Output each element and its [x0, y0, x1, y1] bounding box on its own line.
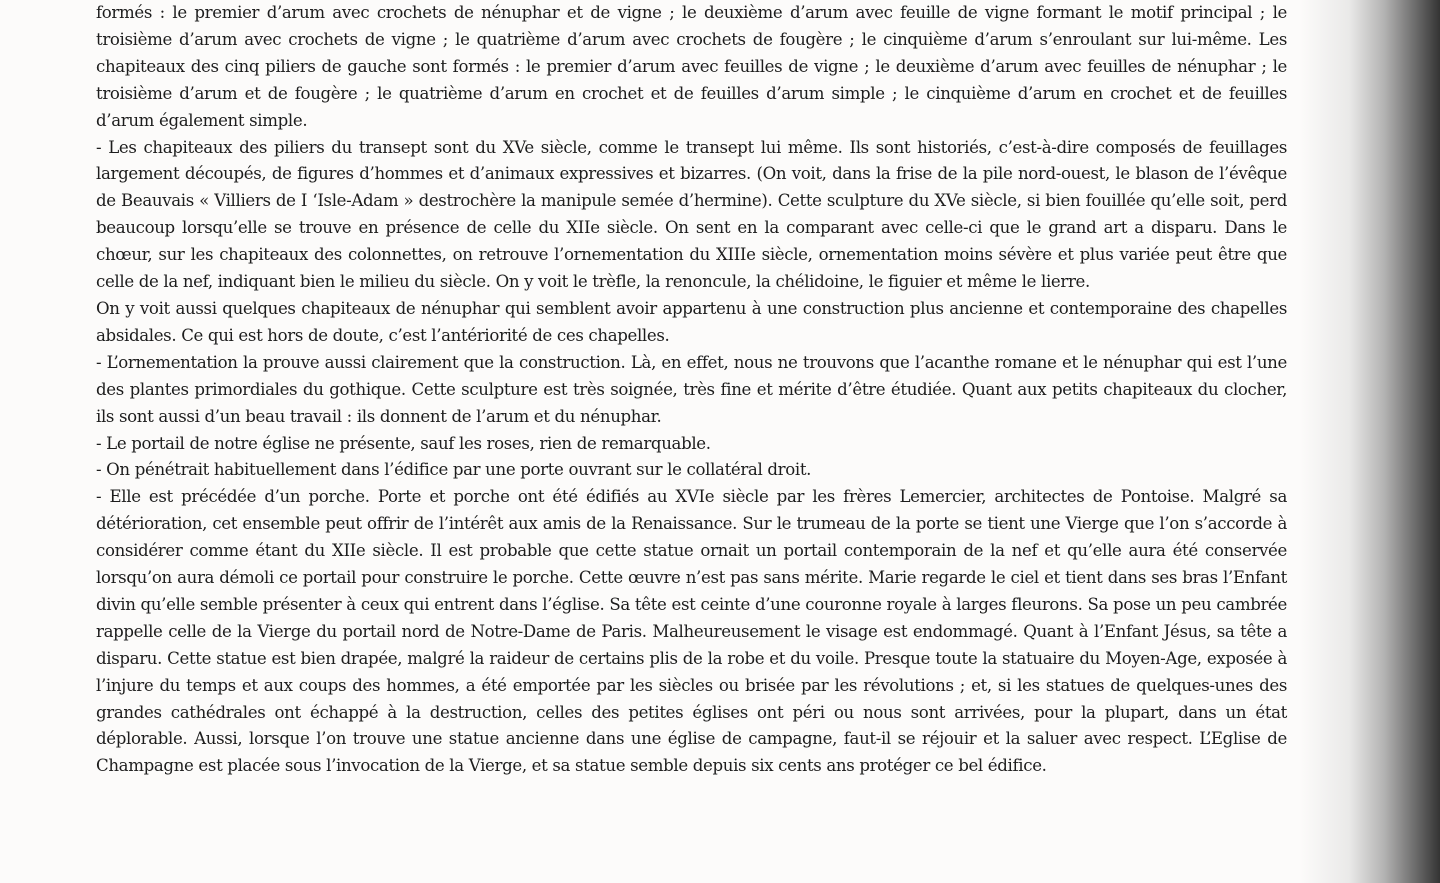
- paragraph-7: - Elle est précédée d’un porche. Porte et porche ont été édifiés au XVIe siècle par les frères Lemercier, architectes de Pontoise. Malgré sa détérioration, cet ensemble peut offrir de l’intérêt aux amis de la Renaissance. Sur le trumeau de la porte se tient une Vierge que l’on s’accorde à considérer comme étant du XIIe siècle. Il est probable que cette statue ornait un portail contemporain de la nef et qu’elle aura été conservée lorsqu’on aura démoli ce portail pour construire le porche. Cette œuvre n’est pas sans mérite. Marie regarde le ciel et tient dans ses bras l’Enfant divin qu’elle semble présenter à ceux qui entrent dans l’église. Sa tête est ceinte d’une couronne royale à larges fleurons. Sa pose un peu cambrée rappelle celle de la Vierge du portail nord de Notre-Dame de Paris. Malheureusement le visage est endommagé. Quant à l’Enfant Jésus, sa tête a disparu. Cette statue est bien drapée, malgré la raideur de certains plis de la robe et du voile. Presque toute la statuaire du Moyen-Age, exposée à l’injure du temps et aux coups des hommes, a été emportée par les siècles ou brisée par les révolutions ; et, si les statues de quelques-unes des grandes cathédrales ont échappé à la destruction, celles des petites églises ont péri ou nous sont arrivées, pour la plupart, dans un état déplorable. Aussi, lorsque l’on trouve une statue ancienne dans une église de campagne, faut-il se réjouir et la saluer avec respect. L’Eglise de Champagne est placée sous l’invocation de la Vierge, et sa statue semble depuis six cents ans protéger ce bel édifice.: [96, 487, 1287, 776]
- paragraph-3: On y voit aussi quelques chapiteaux de nénuphar qui semblent avoir appartenu à une construction plus ancienne et contemporaine des chapelles absidales. Ce qui est hors de doute, c’est l’antériorité de ces chapelles.: [96, 298, 1287, 345]
- book-gutter-shadow: [1300, 0, 1440, 883]
- paragraph-6: - On pénétrait habituellement dans l’édifice par une porte ouvrant sur le collatéral droit.: [96, 460, 812, 480]
- body-text: [96, 0, 1287, 780]
- paragraph-1: formés : le premier d’arum avec crochets de nénuphar et de vigne ; le deuxième d’arum avec feuille de vigne formant le motif principal ; le troisième d’arum avec crochets de vigne ; le quatrième d’arum avec crochets de fougère ; le cinquième d’arum s’enroulant sur lui-même. Les chapiteaux des cinq piliers de gauche sont formés : le premier d’arum avec feuilles de vigne ; le deuxième d’arum avec feuilles de nénuphar ; le troisième d’arum et de fougère ; le quatrième d’arum en crochet et de feuilles d’arum simple ; le cinquième d’arum en crochet et de feuilles d’arum également simple.: [96, 3, 1287, 130]
- paragraph-4: - L’ornementation la prouve aussi clairement que la construction. Là, en effet, nous ne trouvons que l’acanthe romane et le nénuphar qui est l’une des plantes primordiales du gothique. Cette sculpture est très soignée, très fine et mérite d’être étudiée. Quant aux petits chapiteaux du clocher, ils sont aussi d’un beau travail : ils donnent de l’arum et du nénuphar.: [96, 352, 1287, 426]
- paragraph-5: - Le portail de notre église ne présente, sauf les roses, rien de remarquable.: [96, 433, 711, 453]
- paragraph-2: - Les chapiteaux des piliers du transept sont du XVe siècle, comme le transept lui même. Ils sont historiés, c’est-à-dire composés de feuillages largement découpés, de figures d’hommes et d’animaux expressives et bizarres. (On voit, dans la frise de la pile nord-ouest, le blason de l’évêque de Beauvais « Villiers de I ‘Isle-Adam » destrochère la manipule semée d’hermine). Cette sculpture du XVe siècle, si bien fouillée qu’elle soit, perd beaucoup lorsqu’elle se trouve en présence de celle du XIIe siècle. On sent en la comparant avec celle-ci que le grand art a disparu. Dans le chœur, sur les chapiteaux des colonnettes, on retrouve l’ornementation du XIIIe siècle, ornementation moins sévère et plus variée peut être que celle de la nef, indiquant bien le milieu du siècle. On y voit le trèfle, la renoncule, la chélidoine, le figuier et même le lierre.: [96, 137, 1287, 292]
